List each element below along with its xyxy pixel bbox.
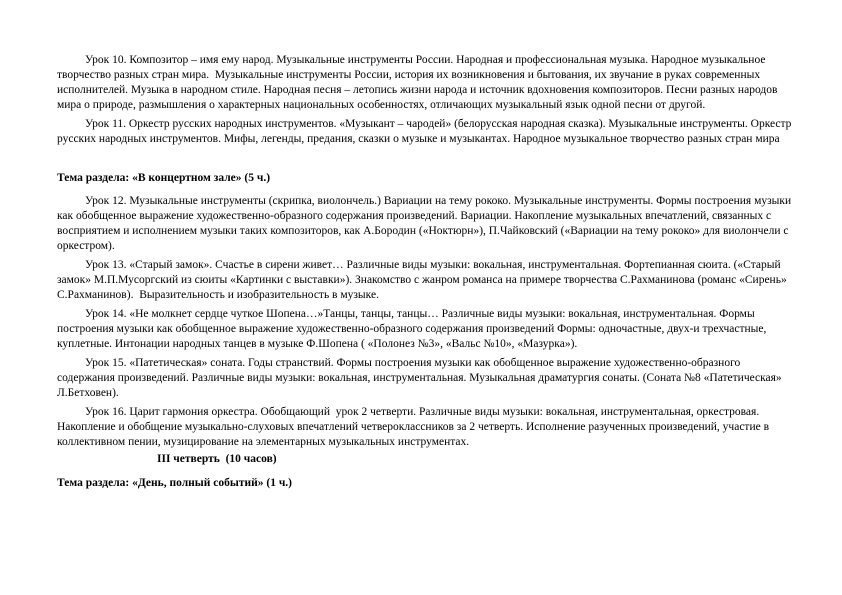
document-text-block — [57, 53, 794, 495]
paragraph-lesson-13: Урок 13. «Старый замок». Счастье в сирени живет… Различные виды музыки: вокальная, инструментальная. Фортепианная сюита. («Старый замок» М.П.Мусоргский из сюиты «Картинки с выставки»). Знакомство с жанром романса на примере творчества С.Рахманинова (романс «Сирень» С.Рахманинов). Выразительность и изобразительность в музыке. — [57, 259, 790, 301]
paragraph-lesson-11: Урок 11. Оркестр русских народных инструментов. «Музыкант – чародей» (белорусская народная сказка). Музыкальные инструменты. Оркестр русских народных инструментов. Мифы, легенды, предания, сказки о музыке и музыкантах. Народное музыкальное творчество разных стран мира — [57, 118, 795, 145]
quarter-heading-third-quarter: III четверть (10 часов) — [157, 453, 277, 465]
paragraph-lesson-10: Урок 10. Композитор – имя ему народ. Музыкальные инструменты России. Народная и профессиональная музыка. Народное музыкальное творчество разных стран мира. Музыкальные инструменты России, история их возникновения и бытования, их звучание в руках современных исполнителей. Музыка в народном стиле. Народная песня – летопись жизни народа и источник вдохновения композиторов. Песни разных народов мира о природе, размышления о характерных национальных особенностях, отличающих музыкальный язык одной песни от другой. — [57, 54, 781, 111]
paragraph-lesson-14: Урок 14. «Не молкнет сердце чуткое Шопена…»Танцы, танцы, танцы… Различные виды музыки: вокальная, инструментальная. Формы построения музыки как обобщенное выражение художественно-образного содержания произведений Формы: одночастные, двух-и трехчастные, куплетные. Интонации народных танцев в музыке Ф.Шопена ( «Полонез №3», «Вальс №10», «Мазурка»). — [57, 308, 770, 350]
paragraph-lesson-12: Урок 12. Музыкальные инструменты (скрипка, виолончель.) Вариации на тему рококо. Музыкальные инструменты. Формы построения музыки как обобщенное выражение художественно-образного содержания произведений. Вариации. Накопление музыкальных впечатлений, связанных с восприятием и исполнением музыки таких композиторов, как А.Бородин («Ноктюрн»), П.Чайковский («Вариации на тему рококо» для виолончели с оркестром). — [57, 195, 794, 252]
paragraph-lesson-15: Урок 15. «Патетическая» соната. Годы странствий. Формы построения музыки как обобщенное выражение художественно-образного содержания произведений. Различные виды музыки: вокальная, инструментальная. Музыкальная драматургия сонаты. (Соната №8 «Патетическая» Л.Бетховен). — [57, 357, 785, 399]
paragraph-lesson-16: Урок 16. Царит гармония оркестра. Обобщающий урок 2 четверти. Различные виды музыки: вокальная, инструментальная, оркестровая. Накопление и обобщение музыкально-слуховых впечатлений четвероклассников за 2 четверть. Исполнение разученных произведений, участие в коллективном пении, музицирование на элементарных музыкальных инструментах. — [57, 406, 772, 448]
section-heading-day-full-of-events: Тема раздела: «День, полный событий» (1 ч.) — [57, 477, 293, 489]
section-heading-concert-hall: Тема раздела: «В концертном зале» (5 ч.) — [57, 172, 271, 184]
